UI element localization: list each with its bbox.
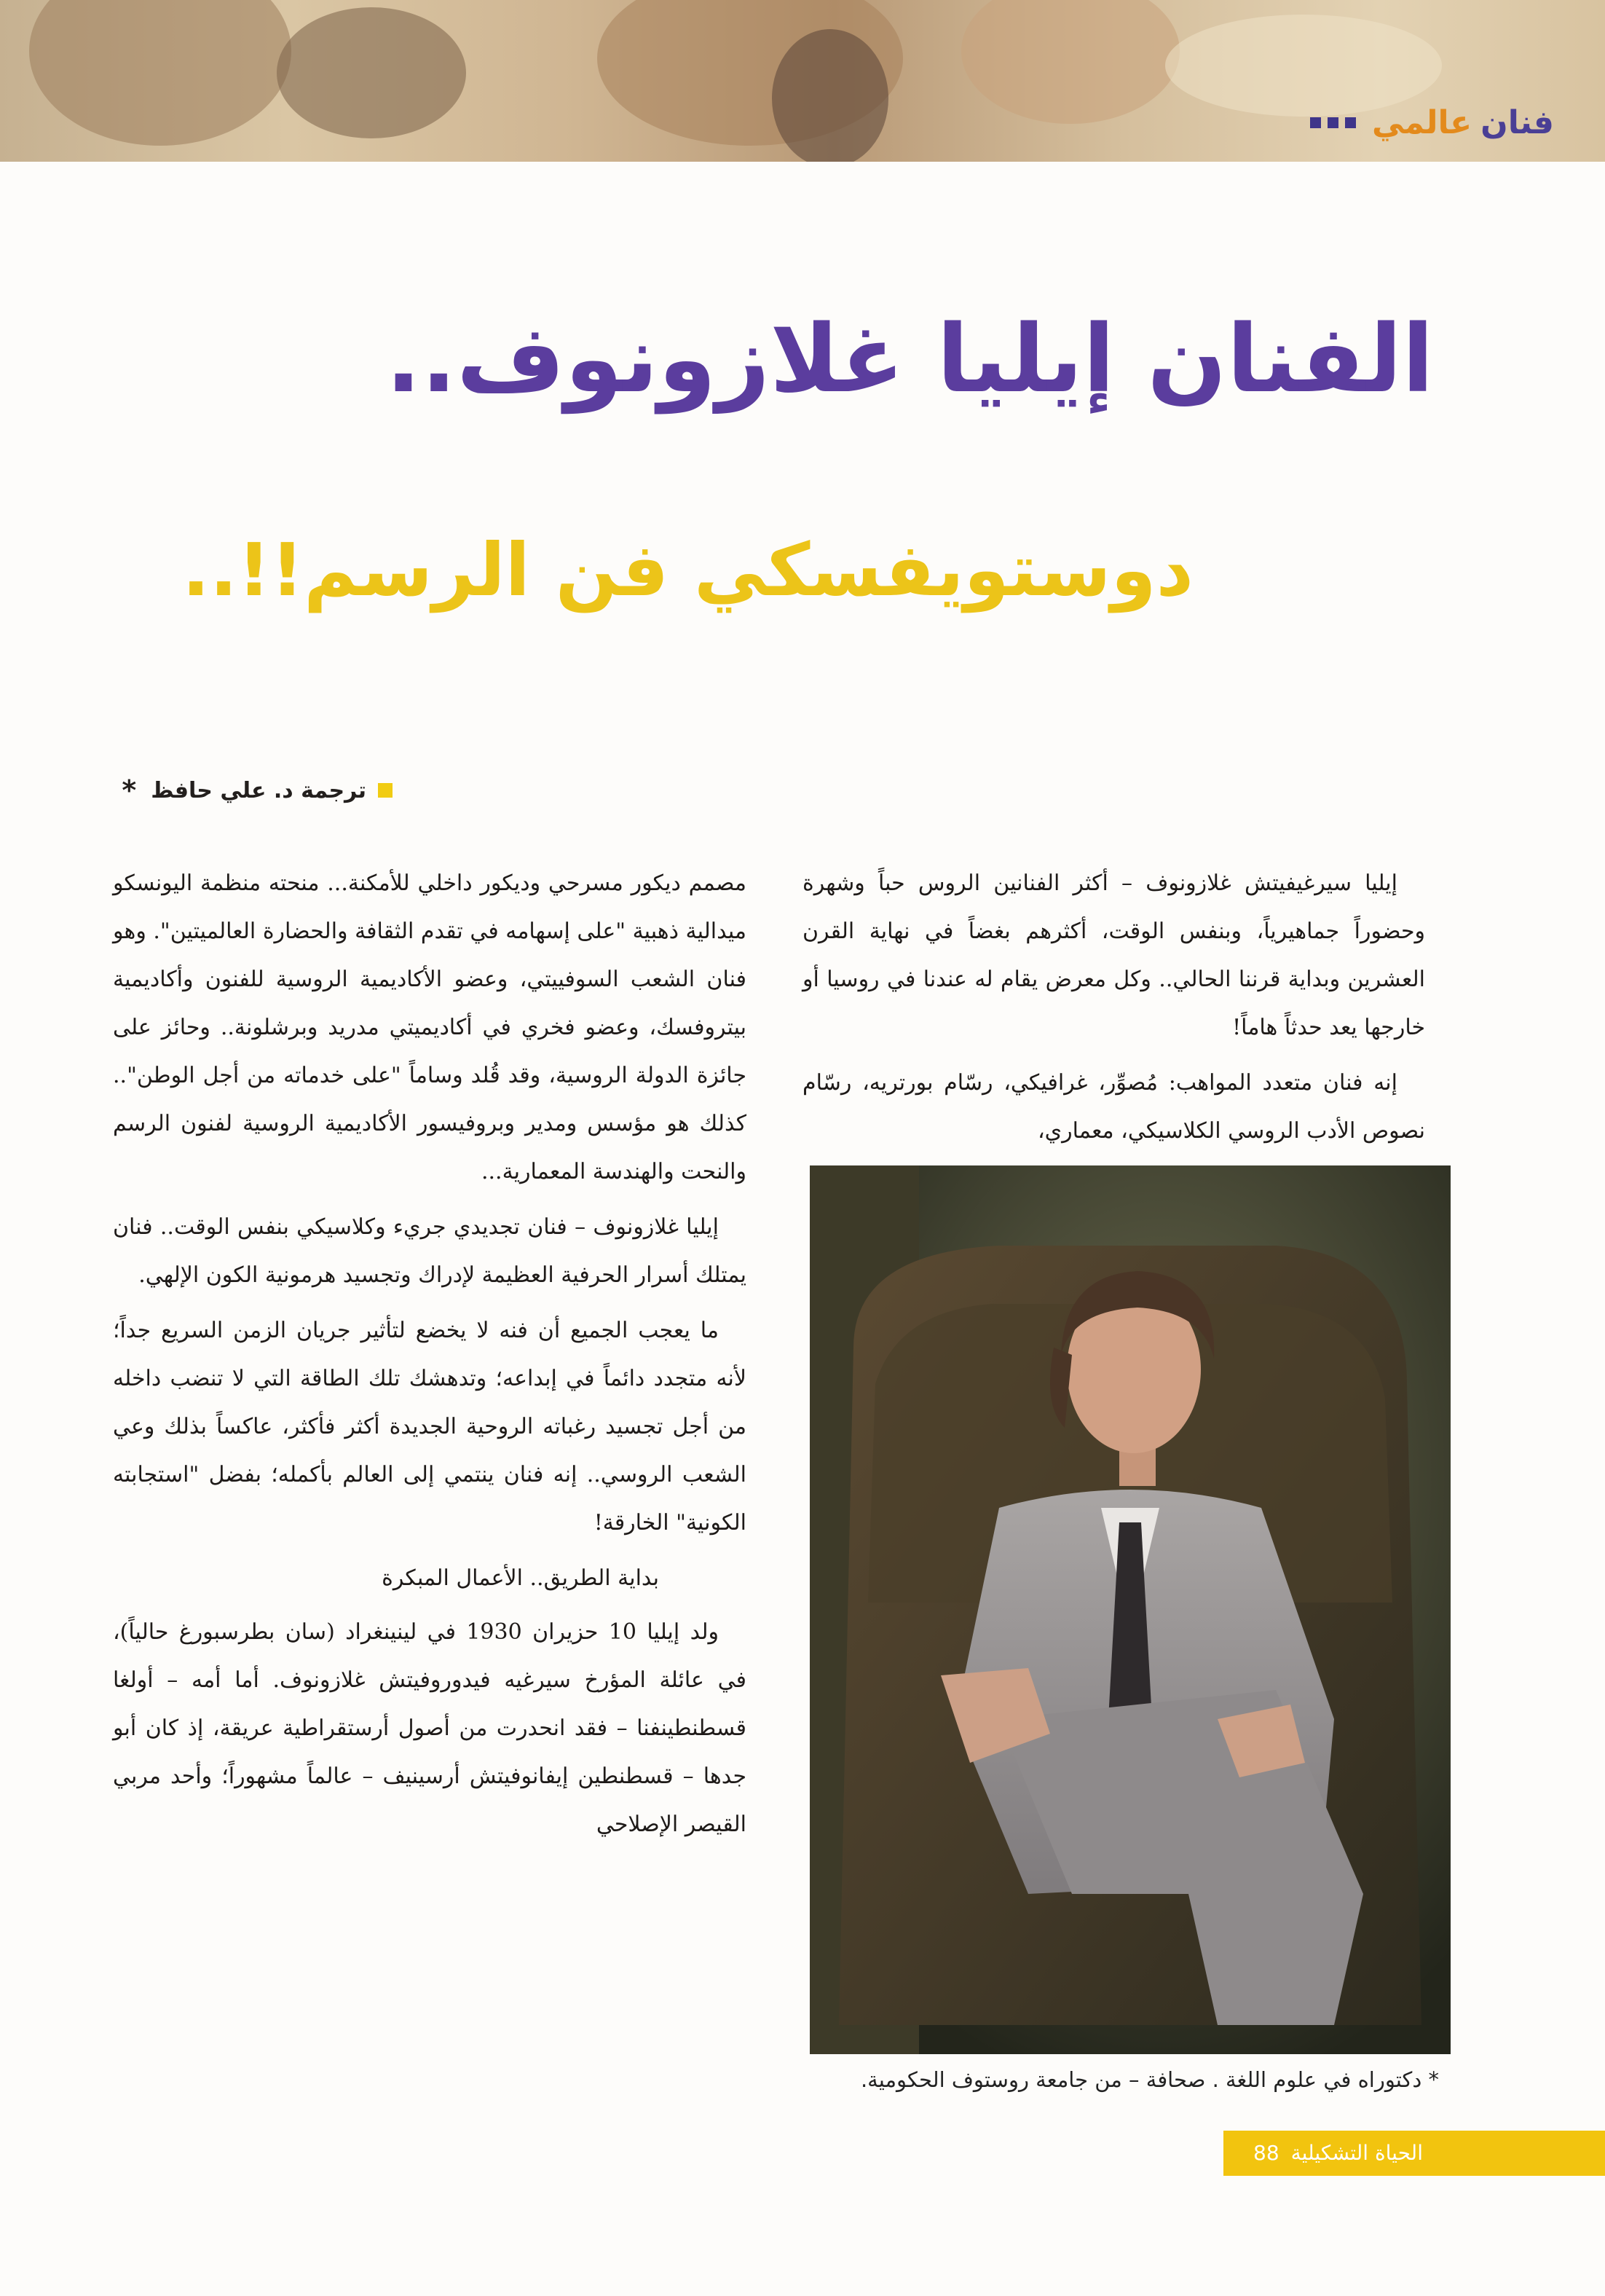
header-banner-painting [0,0,1605,162]
byline-text: ترجمة د. علي حافظ [151,777,366,803]
paragraph: إيليا غلازونوف – فنان تجديدي جريء وكلاسيكي بنفس الوقت.. فنان يمتلك أسرار الحرفية العظيمة لإدراك وتجسيد هرمونية الكون الإلهي. [113,1214,746,1288]
article-column-left [113,860,746,1856]
article-column-right [802,860,1425,1163]
article-subtitle: دوستويفسكي فن الرسم!!.. [181,527,1194,613]
article-title: الفنان إيليا غلازونوف.. [385,305,1434,414]
footer-text [1253,2134,1423,2171]
paragraph: مصمم ديكور مسرحي وديكور داخلي للأمكنة... منحته منظمة اليونسكو ميدالية ذهبية "على إسهامه في تقدم الثقافة والحضارة العالميتين". وهو فنان الشعب السوفييتي، وعضو الأكاديمية الروسية للفنون وأكاديمية بيتروفسك، وعضو فخري في أكاديميتي مدريد وبرشلونة.. وحائز على جائزة الدولة الروسية، وقد قُلد وساماً "على خدماته من أجل الوطن".. كذلك هو مؤسس ومدير وبروفيسور الأكاديمية الروسية لفنون الرسم والنحت والهندسة المعمارية... [113,870,746,1184]
magazine-name: الحياة التشكيلية [1290,2140,1423,2165]
paragraph: ولد إيليا 10 حزيران 1930 في لينينغراد (سان بطرسبورغ حالياً)، في عائلة المؤرخ سيرغيه فيدوروفيتش غلازونوف. أما أمه – أولغا قسطنطينفنا – فقد انحدرت من أصول أرستقراطية عريقة، إذ كان أبو جدها – قسطنطين إيفانوفيتش أرسينيف – عالماً مشهوراً؛ وأحد مربي القيصر الإصلاحي [113,1619,746,1837]
page-number: 88 [1253,2140,1279,2165]
section-tag [1310,93,1554,152]
byline-star: * [122,774,137,806]
byline [122,768,393,812]
section-tag-word-1: فنان [1480,103,1554,141]
paragraph: ما يعجب الجميع أن فنه لا يخضع لتأثير جريان الزمن السريع جداً؛ لأنه متجدد دائماً في إبداعه؛ وتدهشك تلك الطاقة التي لا تنضب داخله من أجل تجسيد رغباته الروحية الجديدة أكثر فأكثر، عاكساً بذلك وعي الشعب الروسي.. إنه فنان ينتمي إلى العالم بأكمله؛ بفضل "استجابته الكونية" الخارقة! [113,1318,746,1536]
section-tag-dots-icon [1310,117,1356,128]
author-footnote: * دكتوراه في علوم اللغة . صحافة – من جامعة روستوف الحكومية. [860,2067,1439,2092]
paragraph: إنه فنان متعدد المواهب: مُصوِّر، غرافيكي، رسّام بورتريه، رسّام نصوص الأدب الروسي الكلاسيكي، معماري، [802,1070,1425,1144]
section-subheading: بداية الطريق.. الأعمال المبكرة [382,1565,659,1591]
paragraph: إيليا سيرغيفيتش غلازونوف – أكثر الفنانين الروس حباً وشهرة وحضوراً جماهيرياً، وبنفس الوقت، أكثرهم بغضاً في نهاية القرن العشرين وبداية قرننا الحالي.. وكل معرض يقام له عندنا في روسيا أو خارجها يعد حدثاً هاماً! [802,870,1425,1040]
section-tag-word-2: عالمي [1372,103,1472,141]
portrait-photo-illustration [810,1165,1451,2054]
byline-square-icon [378,783,393,798]
portrait-photo [810,1165,1451,2054]
